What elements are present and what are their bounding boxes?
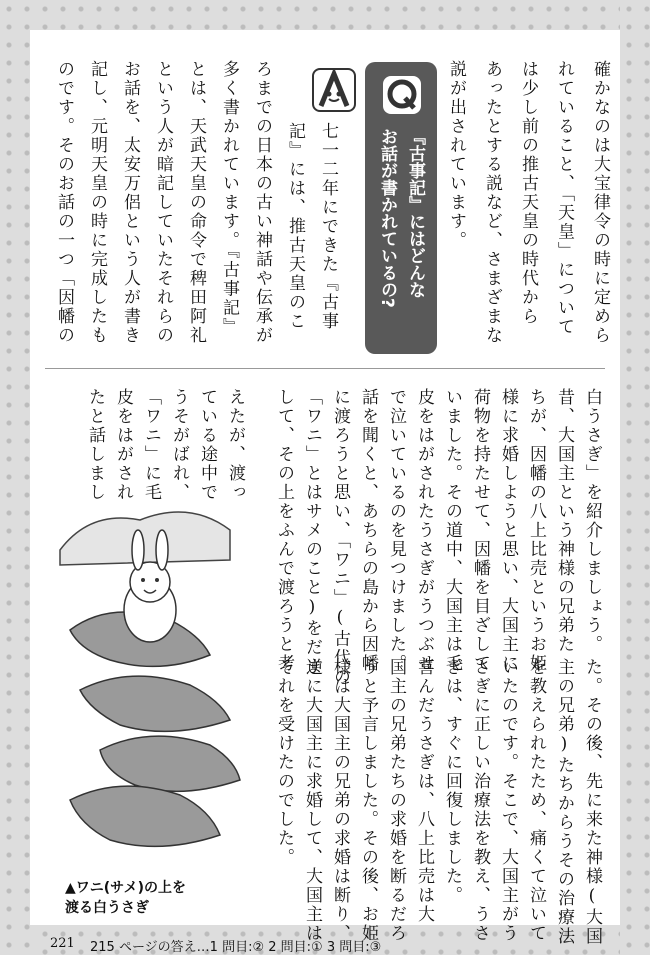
rabbit-on-sharks-illustration (50, 490, 250, 870)
text-column: 主の兄弟)たちからうその治療法 (554, 658, 574, 946)
question-title: 『古事記』にはどんな お話が書かれているの? (377, 128, 425, 308)
text-column: 多く書かれています。『古事記』 (219, 60, 239, 337)
text-column: 記し、元明天皇の時に完成したも (87, 60, 107, 345)
text-column: ろまでの日本の古い神話や伝承が (252, 60, 272, 345)
text-column: 喜んだうさぎは、八上比売は大 (414, 658, 434, 924)
page-body (30, 30, 620, 955)
text-column: は少し前の推古天皇の時代から (518, 60, 538, 326)
text-column: 様は大国主の兄弟の求婚は断り、 (330, 658, 350, 943)
text-column: を教えられたため、痛くて泣いて (526, 658, 546, 943)
decorative-border-right (620, 0, 650, 955)
text-column: 話を聞くと、あちらの島から因幡 (358, 388, 378, 673)
text-column: という人が暗記していたそれらの (153, 60, 173, 345)
quiz-answers: 215 ページの答え…1 問目:② 2 問目:① 3 問目:③ (90, 940, 382, 955)
text-column: それを受けたのでした。 (274, 658, 294, 867)
caption-line: 渡る白うさぎ (65, 900, 149, 916)
text-column: 七一二年にできた『古事 (318, 122, 338, 331)
text-column: 確かなのは大宝律令の時に定めら (590, 60, 610, 345)
text-column: 昔、大国主という神様の兄弟た (554, 388, 574, 654)
text-column: とは、天武天皇の命令で稗田阿礼 (186, 60, 206, 345)
text-column: さぎに正しい治療法を教え、うさ (470, 658, 490, 943)
text-column: 皮をはがされ (113, 388, 133, 502)
text-column: 記』には、推古天皇のこ (285, 122, 305, 331)
text-column: 説が出されています。 (446, 60, 466, 250)
text-column: して、その上をふんで渡ろうと考 (274, 388, 294, 673)
text-column: ぎは、すぐに回復しました。 (442, 658, 462, 905)
text-column: ている途中で (197, 388, 217, 502)
caption-line: ▲ワニ(サメ)の上を (65, 880, 187, 896)
text-column: あったとする説など、さまざまな (482, 60, 502, 345)
text-column: 様に求婚しようと思い、大国主に (498, 388, 518, 673)
text-column: に渡ろうと思い、「ワニ」(古代の (330, 388, 350, 687)
text-column: 国主の兄弟たちの求婚を断るだろ (386, 658, 406, 943)
text-column: いたのです。そこで、大国主がう (498, 658, 518, 943)
answer-a-icon (312, 68, 356, 112)
text-column: で泣いているのを見つけました。 (386, 388, 406, 673)
text-column: た。その後、先に来た神様(大国 (582, 658, 602, 946)
text-column: ちが、因幡の八上比売というお姫 (526, 388, 546, 673)
text-column: 「ワニ」に毛 (141, 388, 161, 502)
text-column: えたが、渡っ (225, 388, 245, 502)
text-column: 荷物を持たせて、因幡を目ざして (470, 388, 490, 673)
text-column: れていること、「天皇」について (554, 60, 574, 337)
decorative-border-top (0, 0, 650, 30)
text-column: お話を、太安万侶という人が書き (120, 60, 140, 345)
page-number: 221 (50, 936, 75, 951)
text-column: たと話しまし (85, 388, 105, 502)
text-column: 皮をはがされたうさぎがうつぶせ (414, 388, 434, 673)
text-column: 逆に大国主に求婚して、大国主は (302, 658, 322, 943)
question-q-icon (383, 76, 421, 114)
text-column: 「ワニ」とはサメのこと)をだま (302, 388, 322, 676)
decorative-border-left (0, 0, 30, 955)
text-column: うと予言しました。その後、お姫 (358, 658, 378, 943)
text-column: のです。そのお話の一つ「因幡の (54, 60, 74, 345)
question-box (365, 62, 437, 354)
text-column: 白うさぎ」を紹介しましょう。 (582, 388, 602, 654)
section-divider (45, 368, 605, 369)
text-column: うそがばれ、 (169, 388, 189, 502)
text-column: いました。その道中、大国主は毛 (442, 388, 462, 673)
illustration-caption (65, 878, 186, 918)
